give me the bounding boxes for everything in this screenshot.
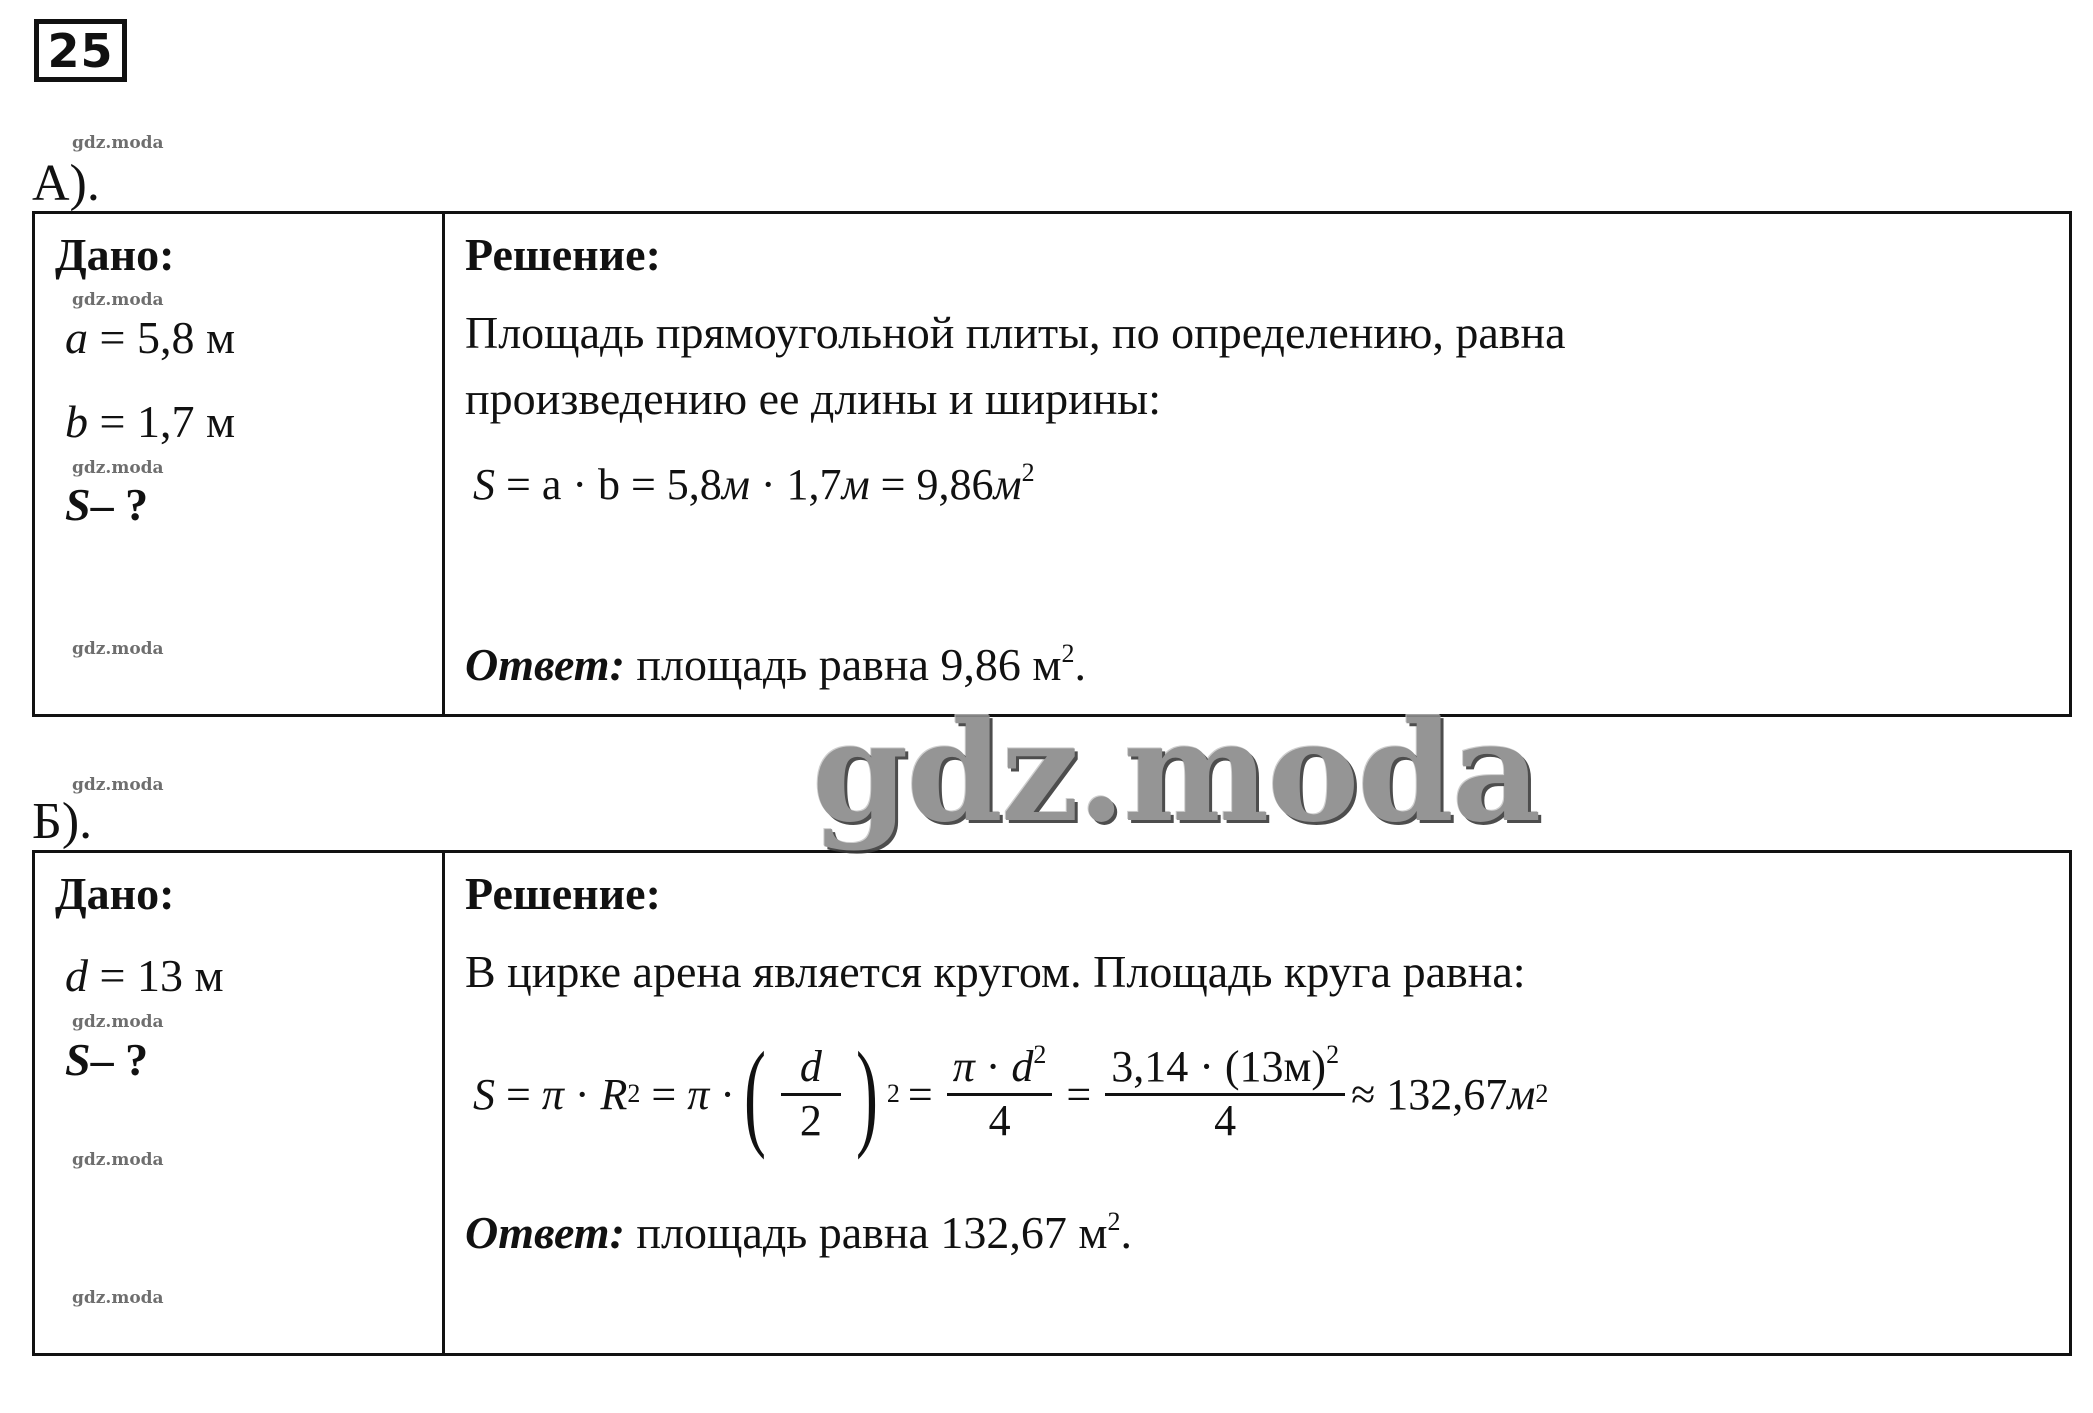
part-a-box bbox=[32, 211, 2072, 717]
part-b-label: Б). bbox=[32, 793, 93, 850]
problem-number: 25 bbox=[34, 19, 127, 82]
solution-text-line-1: Площадь прямоугольной плиты, по определению, равна bbox=[465, 307, 1566, 358]
watermark-small: gdz.moda bbox=[72, 458, 164, 478]
fraction-pi-d2-over-4: $\frac{\pi \cdot d^2}{4}$ bbox=[947, 1042, 1053, 1146]
answer: Ответ: площадь равна 132,67 $м^2$. bbox=[465, 1207, 1132, 1258]
watermark-small: gdz.moda bbox=[72, 775, 164, 795]
answer-label: Ответ: bbox=[465, 639, 625, 690]
column-divider bbox=[442, 853, 445, 1353]
solution-text-line-1: В цирке арена является кругом. Площадь круга равна: bbox=[465, 946, 1526, 997]
given-unknown: S– ? bbox=[65, 1034, 149, 1085]
fraction-d-over-2: $\frac{d}{2}$ bbox=[781, 1042, 841, 1146]
solution-text-line-2: произведению ее длины и ширины: bbox=[465, 373, 1161, 424]
watermark-small: gdz.moda bbox=[72, 1288, 164, 1308]
column-divider bbox=[442, 214, 445, 714]
watermark-small: gdz.moda bbox=[72, 1012, 164, 1032]
watermark-logo: gdz.moda bbox=[812, 690, 1540, 853]
circle-area-formula: S = π · R 2 = π · ( $\frac{d}{2}$ ) 2 = $\frac{\pi \cdot d^2}{4}$ = $\frac{3,14 \cdot (13м)^2}{4}$ ≈ 132,67 м 2 bbox=[473, 1027, 1549, 1160]
solution-heading: Решение: bbox=[465, 868, 661, 919]
given-heading: Дано: bbox=[55, 229, 175, 280]
watermark-small: gdz.moda bbox=[72, 1150, 164, 1170]
given-unknown: S– ? bbox=[65, 479, 149, 530]
given-b: b = 1,7 м bbox=[65, 396, 236, 447]
part-b-box bbox=[32, 850, 2072, 1356]
watermark-small: gdz.moda bbox=[72, 290, 164, 310]
given-heading: Дано: bbox=[55, 868, 175, 919]
answer: Ответ: площадь равна 9,86 $м^2$. bbox=[465, 639, 1086, 690]
area-formula: $S = a \cdot b = 5,8м \cdot 1,7м = 9,86м^2$ bbox=[473, 458, 1035, 509]
part-a-label: А). bbox=[32, 155, 100, 212]
given-d: d = 13 м bbox=[65, 950, 224, 1001]
watermark-small: gdz.moda bbox=[72, 133, 164, 153]
answer-label: Ответ: bbox=[465, 1207, 625, 1258]
fraction-numeric: $\frac{3,14 \cdot (13м)^2}{4}$ bbox=[1105, 1042, 1345, 1146]
solution-heading: Решение: bbox=[465, 229, 661, 280]
watermark-small: gdz.moda bbox=[72, 639, 164, 659]
given-a: a = 5,8 м bbox=[65, 312, 236, 363]
